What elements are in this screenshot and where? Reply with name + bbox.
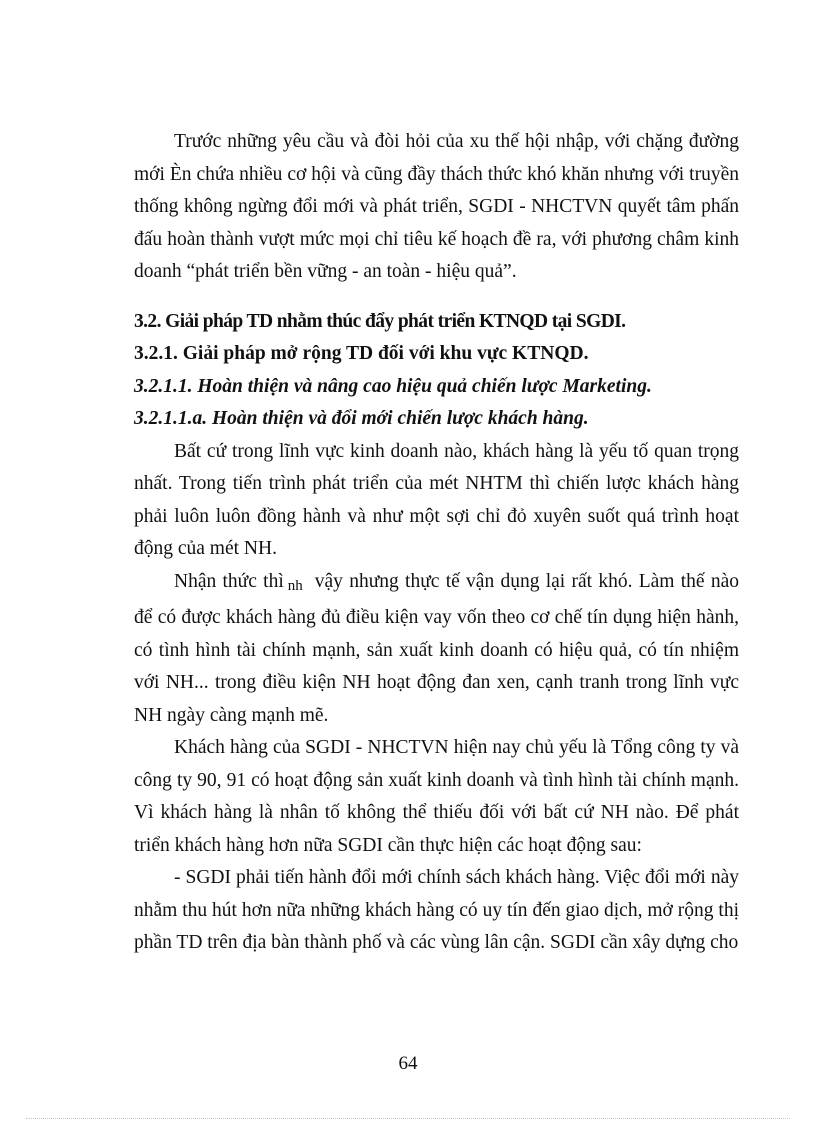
section-heading-3-2-1-1: 3.2.1.1. Hoàn thiện và nâng cao hiệu quả chiến lược Marketing. [134, 375, 652, 397]
intro-paragraph: Trước những yêu cầu và đòi hỏi của xu thế hội nhập, với chặng đường mới Èn chứa nhiều cơ hội và cũng đầy thách thức khó khăn nhưng với truyền thống không ngừng đổi mới và phát triển, SGDI - NHCTVN quyết tâm phấn đấu hoàn thành vượt mức mọi chỉ tiêu kế hoạch đề ra, với phương châm kinh doanh “phát triển bền vững - an toàn - hiệu quả”. [134, 131, 739, 282]
section-heading-3-2-1-1-a: 3.2.1.1.a. Hoàn thiện và đổi mới chiến lược khách hàng. [134, 408, 589, 429]
paragraph-start-text: Nhận thức thì [174, 570, 284, 592]
body-paragraph-customers: Bất cứ trong lĩnh vực kinh doanh nào, khách hàng là yếu tố quan trọng nhất. Trong tiến trình phát triển của mét NHTM thì chiến lược khách hàng phải luôn luôn đồng hành và như một sợi chỉ đỏ xuyên suốt quá trình hoạt động của mét NH. [134, 440, 739, 559]
document-page [134, 126, 739, 960]
inline-small-text: nh [287, 577, 303, 594]
page-number: 64 [398, 1053, 418, 1074]
body-paragraph-sgdi-customers: Khách hàng của SGDI - NHCTVN hiện nay chủ yếu là Tổng công ty và công ty 90, 91 có hoạt động sản xuất kinh doanh và tình hình tài chính mạnh. Vì khách hàng là nhân tố không thể thiếu đối với bất cứ NH nào. Để phát triển khách hàng hơn nữa SGDI cần thực hiện các hoạt động sau: [134, 737, 739, 856]
page-bottom-divider [26, 1118, 790, 1119]
body-paragraph-awareness [134, 566, 739, 733]
section-heading-3-2: 3.2. Giải pháp TD nhằm thúc đẩy phát triển KTNQD tại SGDI. [134, 310, 626, 332]
section-heading-3-2-1: 3.2.1. Giải pháp mở rộng TD đối với khu vực KTNQD. [134, 343, 589, 364]
body-paragraph-policy: - SGDI phải tiến hành đổi mới chính sách khách hàng. Việc đổi mới này nhằm thu hút hơn nữa những khách hàng có uy tín đến giao dịch, mở rộng thị phần TD trên địa bàn thành phố và các vùng lân cận. SGDI cần xây dựng cho [134, 867, 739, 953]
paragraph-rest-text: vậy nhưng thực tế vận dụng lại rất khó. Làm thế nào để có được khách hàng đủ điều kiện vay vốn theo cơ chế tín dụng hiện hành, có tình hình tài chính mạnh, sản xuất kinh doanh có hiệu quả, có tín nhiệm với NH... trong điều kiện NH hoạt động đan xen, cạnh tranh trong lĩnh vực NH ngày càng mạnh mẽ. [134, 570, 739, 726]
